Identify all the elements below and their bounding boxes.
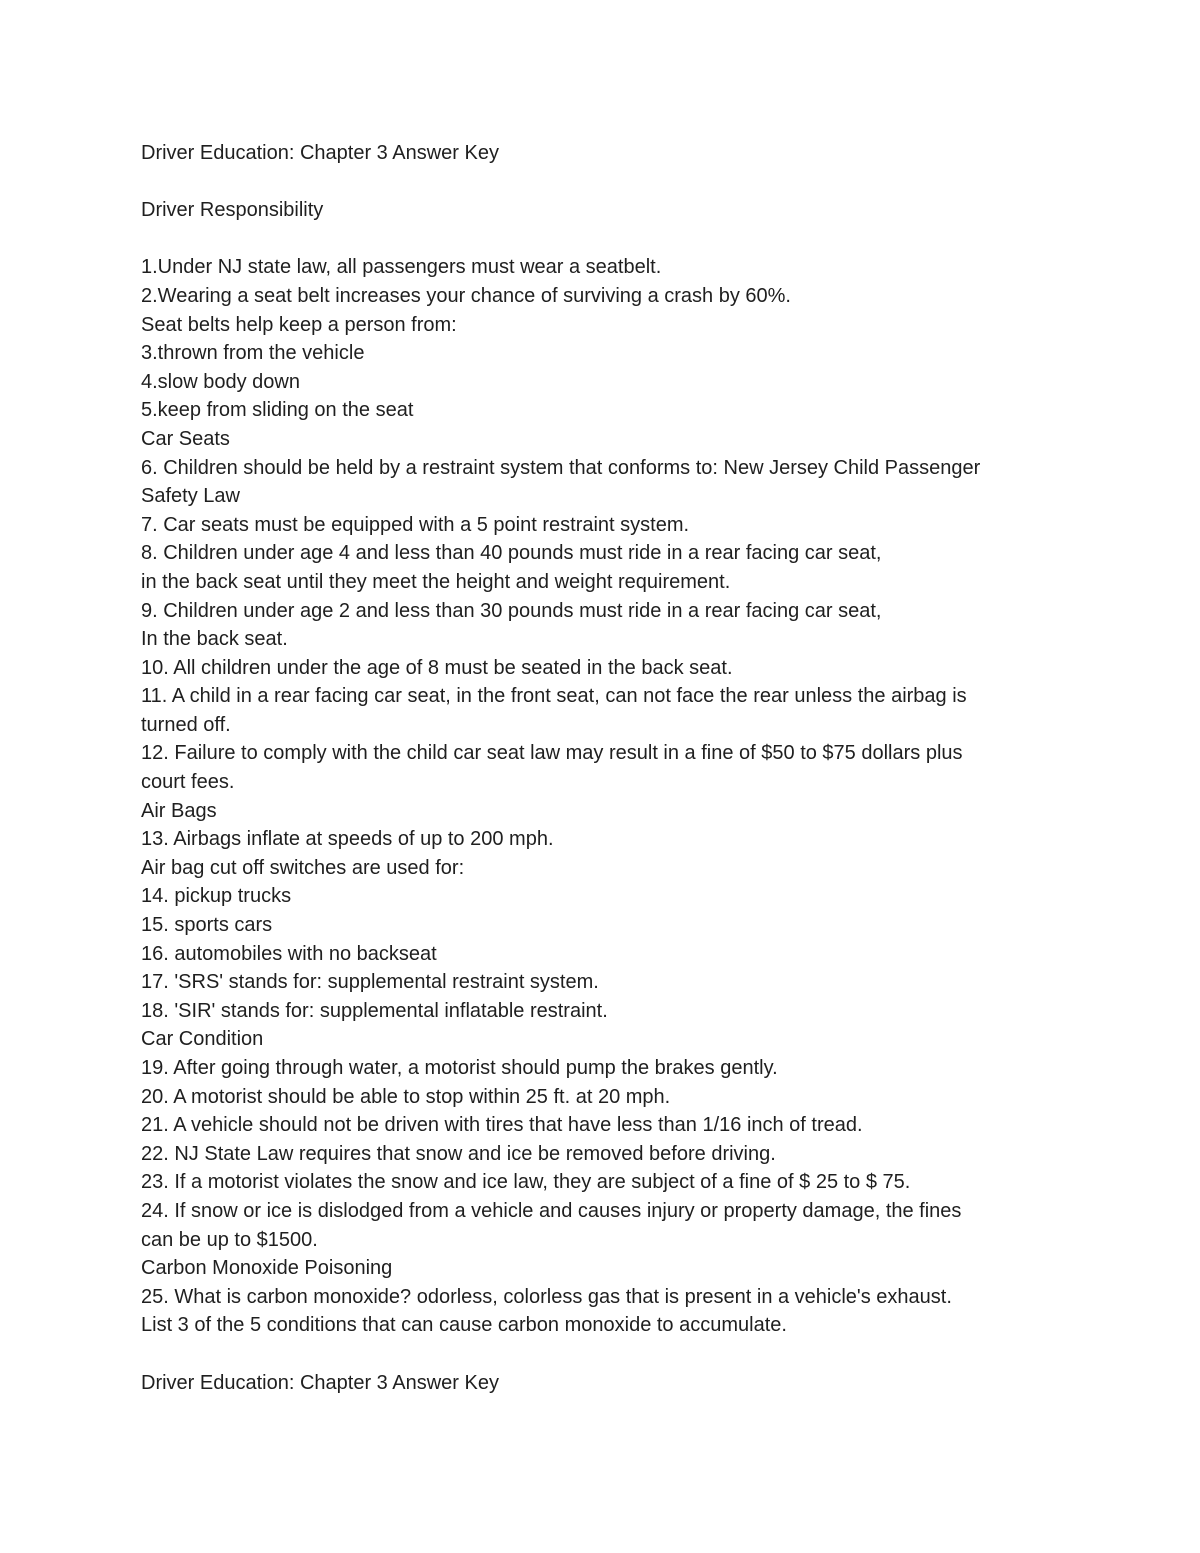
section-title: Driver Responsibility xyxy=(141,199,324,222)
spacer xyxy=(141,1340,1081,1369)
text-line: 18. 'SIR' stands for: supplemental inflatable restraint. xyxy=(141,999,608,1022)
text-line: turned off. xyxy=(141,713,231,736)
text-line: Car Seats xyxy=(141,427,230,450)
text-line: 19. After going through water, a motorist should pump the brakes gently. xyxy=(141,1057,778,1079)
text-line: 5.keep from sliding on the seat xyxy=(141,399,414,422)
text-line: 21. A vehicle should not be driven with tires that have less than 1/16 inch of tread. xyxy=(141,1114,863,1137)
document-body xyxy=(141,253,1081,1340)
text-line: Air bag cut off switches are used for: xyxy=(141,856,465,879)
text-line: 9. Children under age 2 and less than 30 pounds must ride in a rear facing car seat, xyxy=(141,599,882,622)
text-line: 3.thrown from the vehicle xyxy=(141,342,365,365)
text-line: 10. All children under the age of 8 must be seated in the back seat. xyxy=(141,656,733,679)
text-line: 7. Car seats must be equipped with a 5 point restraint system. xyxy=(141,513,690,536)
text-line: 23. If a motorist violates the snow and ice law, they are subject of a fine of $ 25 to $ 75. xyxy=(141,1171,911,1194)
document-title: Driver Education: Chapter 3 Answer Key xyxy=(141,142,499,164)
text-line: 8. Children under age 4 and less than 40 pounds must ride in a rear facing car seat, xyxy=(141,542,882,565)
text-line: List 3 of the 5 conditions that can cause carbon monoxide to accumulate. xyxy=(141,1314,787,1337)
spacer xyxy=(141,168,1081,197)
text-line: 15. sports cars xyxy=(141,914,273,937)
text-line: 22. NJ State Law requires that snow and ice be removed before driving. xyxy=(141,1142,776,1165)
footer-title: Driver Education: Chapter 3 Answer Key xyxy=(141,1371,499,1394)
document-page xyxy=(141,139,1081,1397)
text-line: 24. If snow or ice is dislodged from a vehicle and causes injury or property damage, the fines xyxy=(141,1199,962,1222)
spacer xyxy=(141,225,1081,254)
text-line: 17. 'SRS' stands for: supplemental restraint system. xyxy=(141,971,599,994)
text-line: 20. A motorist should be able to stop within 25 ft. at 20 mph. xyxy=(141,1085,671,1108)
text-line: in the back seat until they meet the height and weight requirement. xyxy=(141,570,731,593)
text-line: In the back seat. xyxy=(141,628,288,651)
text-line: Air Bags xyxy=(141,799,217,822)
text-line: 1.Under NJ state law, all passengers must wear a seatbelt. xyxy=(141,256,662,279)
text-line: Car Condition xyxy=(141,1028,264,1051)
text-line: 13. Airbags inflate at speeds of up to 200 mph. xyxy=(141,828,554,851)
text-line: 16. automobiles with no backseat xyxy=(141,942,437,965)
text-line: 14. pickup trucks xyxy=(141,885,292,908)
text-line: Carbon Monoxide Poisoning xyxy=(141,1257,393,1280)
text-line: 11. A child in a rear facing car seat, in the front seat, can not face the rear unless the airbag is xyxy=(141,685,967,708)
text-line: court fees. xyxy=(141,771,235,794)
text-line: can be up to $1500. xyxy=(141,1228,318,1251)
text-line: Safety Law xyxy=(141,485,240,508)
text-line: 12. Failure to comply with the child car seat law may result in a fine of $50 to $75 dollars plus xyxy=(141,742,963,765)
text-line: 6. Children should be held by a restraint system that conforms to: New Jersey Child Passenger xyxy=(141,456,981,479)
text-line: 4.slow body down xyxy=(141,370,300,393)
text-line: 2.Wearing a seat belt increases your chance of surviving a crash by 60%. xyxy=(141,284,791,307)
text-line: 25. What is carbon monoxide? odorless, colorless gas that is present in a vehicle's exhaust. xyxy=(141,1285,952,1308)
text-line: Seat belts help keep a person from: xyxy=(141,313,457,336)
